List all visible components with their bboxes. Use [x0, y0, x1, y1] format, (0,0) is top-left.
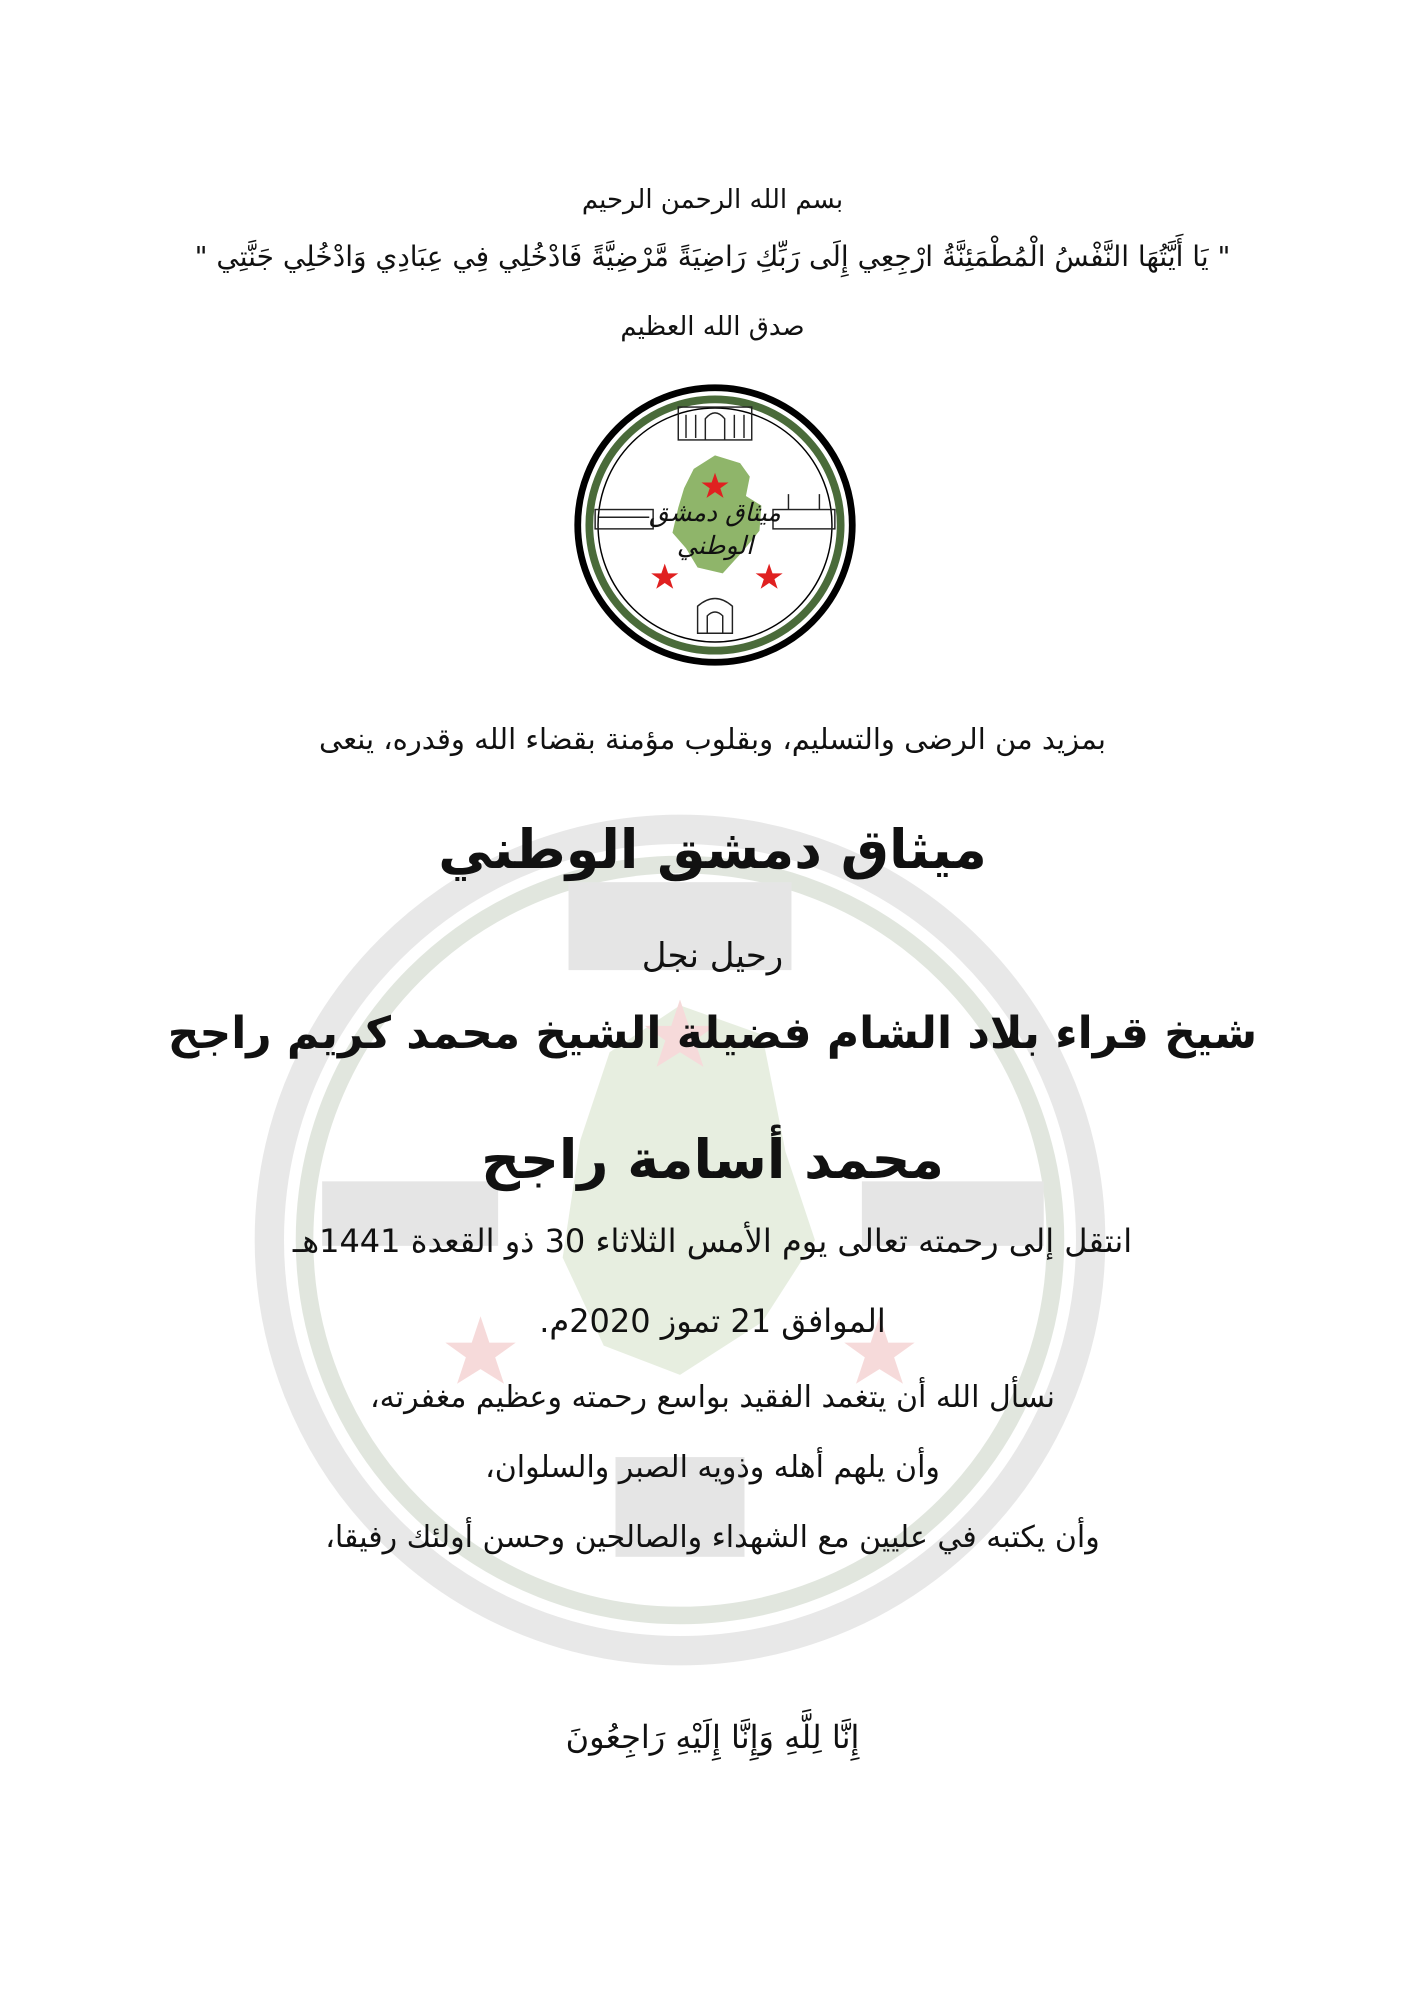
prayer-line-1: نسأل الله أن يتغمد الفقيد بواسع رحمته وعظيم مغفرته، [370, 1380, 1055, 1415]
gregorian-date: الموافق 21 تموز 2020م. [539, 1302, 886, 1340]
istirja-verse: إِنَّا لِلَّهِ وَإِنَّا إِلَيْهِ رَاجِعُونَ [565, 1718, 860, 1756]
organization-logo [570, 380, 860, 670]
intro-text: بمزيد من الرضى والتسليم، وبقلوب مؤمنة بقضاء الله وقدره، ينعى [319, 722, 1106, 756]
hijri-date: انتقل إلى رحمته تعالى يوم الأمس الثلاثاء 30 ذو القعدة 1441هـ [292, 1222, 1133, 1260]
logo-line-1: ميثاق دمشق [649, 498, 781, 528]
organization-name: ميثاق دمشق الوطني [438, 818, 987, 881]
logo-line-2: الوطني [676, 531, 754, 560]
departure-text: رحيل نجل [641, 936, 784, 976]
father-name: شيخ قراء بلاد الشام فضيلة الشيخ محمد كريم راجح [167, 1008, 1258, 1059]
basmala: بسم الله الرحمن الرحيم [581, 185, 844, 215]
prayer-line-3: وأن يكتبه في عليين مع الشهداء والصالحين وحسن أولئك رفيقا، [325, 1520, 1100, 1555]
quran-verse: " يَا أَيَّتُهَا النَّفْسُ الْمُطْمَئِنَّةُ ارْجِعِي إِلَى رَبِّكِ رَاضِيَةً مَّرْضِيَّةً فَادْخُلِي فِي عِبَادِي وَادْخُلِي جَنَّتِي " [194, 240, 1231, 273]
deceased-name: محمد أسامة راجح [481, 1128, 944, 1191]
sadaq-allah: صدق الله العظيم [620, 312, 805, 342]
prayer-line-2: وأن يلهم أهله وذويه الصبر والسلوان، [485, 1450, 940, 1485]
